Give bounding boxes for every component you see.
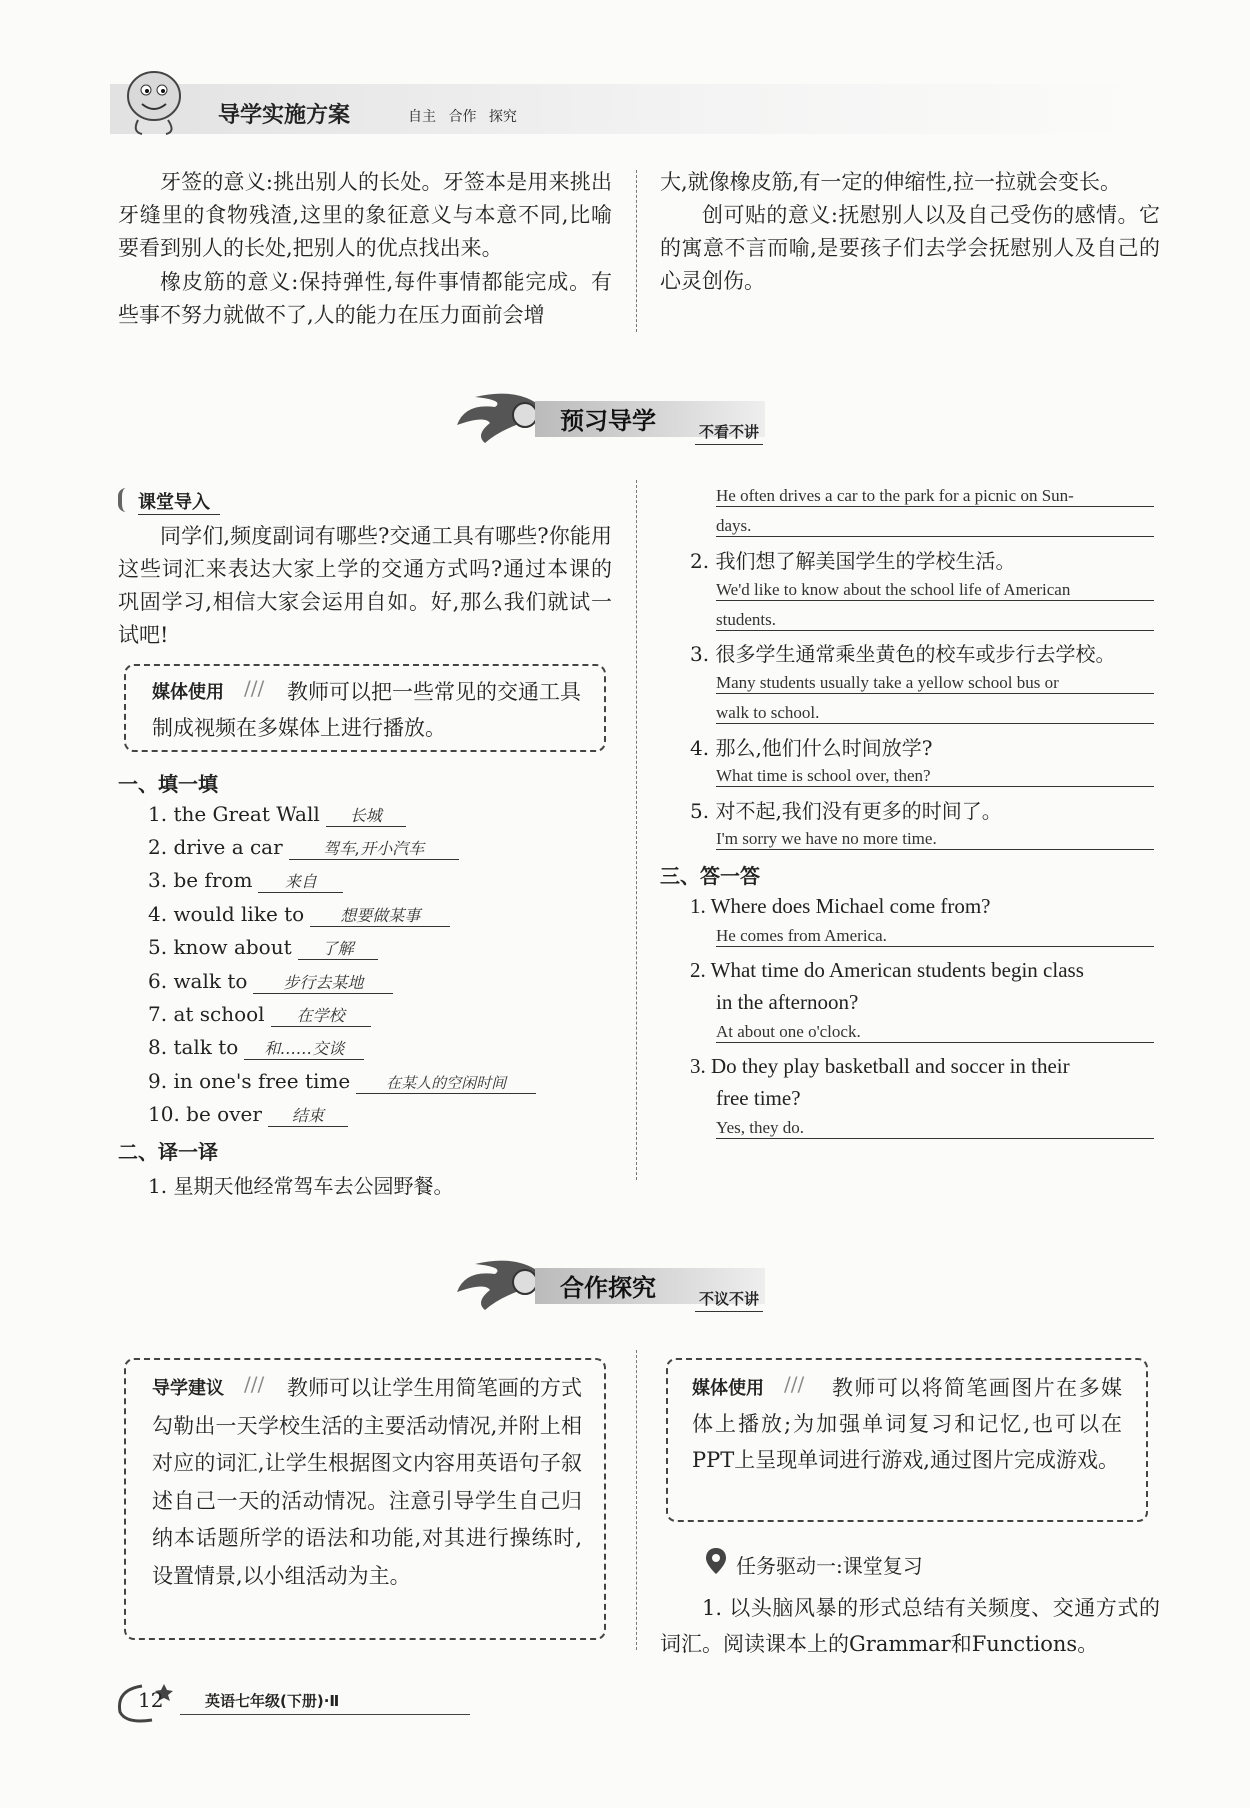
fill-row: 8. talk to 和……交谈	[148, 1035, 364, 1067]
fill-row: 7. at school 在学校	[148, 1002, 371, 1034]
answer-line: days.	[716, 516, 1154, 537]
answer-line: Many students usually take a yellow school bus or	[716, 673, 1154, 694]
fill-row: 9. in one's free time 在某人的空闲时间	[148, 1069, 536, 1101]
fill-row: 1. the Great Wall 长城	[148, 802, 406, 834]
section-banner-preview	[455, 395, 825, 439]
answer-heading: 三、答一答	[660, 864, 760, 888]
answer-line: At about one o'clock.	[716, 1022, 1154, 1043]
fill-row: 4. would like to 想要做某事	[148, 902, 450, 934]
answer-line: walk to school.	[716, 703, 1154, 724]
guide-box	[124, 1358, 606, 1640]
footer-rule	[180, 1714, 470, 1715]
mascot-icon	[118, 62, 190, 136]
intro-left-p2: 橡皮筋的意义:保持弹性,每件事情都能完成。有些事不努力就做不了,人的能力在压力面前会增	[118, 270, 612, 327]
slash-icon: ///	[784, 1372, 805, 1396]
fill-row: 6. walk to 步行去某地	[148, 969, 393, 1001]
bracket-icon	[118, 488, 132, 512]
media-box-1-tag: 媒体使用	[152, 682, 224, 703]
page-number: 12	[138, 1688, 164, 1712]
answer-q2a: 2. What time do American students begin class	[690, 958, 1084, 982]
task-label: 任务驱动一:课堂复习	[736, 1554, 923, 1578]
slash-icon: ///	[244, 676, 265, 700]
intro-right-p1: 大,就像橡皮筋,有一定的伸缩性,拉一拉就会变长。	[660, 170, 1122, 194]
answer-q3a: 3. Do they play basketball and soccer in their	[690, 1054, 1070, 1078]
guide-box-tag: 导学建议	[152, 1378, 224, 1399]
answer-q3b: free time?	[716, 1086, 801, 1110]
banner-subtitle: 不看不讲	[695, 421, 763, 445]
translate-heading: 二、译一译	[118, 1140, 218, 1164]
section-banner-cooperate	[455, 1262, 825, 1306]
banner-title: 合作探究	[560, 1274, 656, 1302]
guide-box-text: 教师可以让学生用简笔画的方式勾勒出一天学校生活的主要活动情况,并附上相对应的词汇,让学生根据图文内容用英语句子叙述自己一天的活动情况。注意引导学生自己归纳本话题所学的语法和功能,对其进行操练时,设置情景,以小组活动为主。	[152, 1376, 582, 1588]
answer-line: He comes from America.	[716, 926, 1154, 947]
fill-row: 10. be over 结束	[148, 1102, 348, 1134]
column-divider-1	[636, 170, 637, 332]
media-box-2-tag: 媒体使用	[692, 1378, 764, 1399]
column-divider-2	[636, 480, 637, 1180]
fill-heading: 一、填一填	[118, 772, 218, 796]
translate-q5: 5. 对不起,我们没有更多的时间了。	[690, 799, 1002, 823]
intro-right-p2: 创可贴的意义:抚慰别人以及自己受伤的感情。它的寓意不言而喻,是要孩子们去学会抚慰别人及自己的心灵创伤。	[660, 203, 1160, 293]
header-title: 导学实施方案	[218, 103, 351, 128]
translate-q2: 2. 我们想了解美国学生的学校生活。	[690, 549, 1016, 573]
banner-subtitle: 不议不讲	[695, 1288, 763, 1312]
header-subtitle: 自主 合作 探究	[408, 109, 517, 125]
location-pin-icon	[706, 1548, 726, 1578]
translate-q1: 1. 星期天他经常驾车去公园野餐。	[148, 1174, 454, 1198]
answer-q1: 1. Where does Michael come from?	[690, 894, 991, 918]
answer-line: What time is school over, then?	[716, 766, 1154, 787]
media-box-1	[124, 664, 606, 752]
fill-row: 2. drive a car 驾车,开小汽车	[148, 835, 459, 867]
fill-row: 5. know about 了解	[148, 935, 378, 967]
media-box-1-text: 教师可以把一些常见的交通工具制成视频在多媒体上进行播放。	[152, 680, 581, 740]
answer-line: We'd like to know about the school life of American	[716, 580, 1154, 601]
translate-q4: 4. 那么,他们什么时间放学?	[690, 736, 933, 760]
answer-line: students.	[716, 610, 1154, 631]
column-divider-3	[636, 1350, 637, 1650]
media-box-2-text: 教师可以将简笔画图片在多媒体上播放;为加强单词复习和记忆,也可以在PPT上呈现单词进行游戏,通过图片完成游戏。	[692, 1376, 1122, 1472]
answer-line: I'm sorry we have no more time.	[716, 829, 1154, 850]
task-text: 1. 以头脑风暴的形式总结有关频度、交通方式的词汇。阅读课本上的Grammar和Functions。	[660, 1596, 1160, 1656]
answer-q2b: in the afternoon?	[716, 990, 859, 1014]
fill-row: 3. be from 来自	[148, 868, 343, 900]
intro-left-p1: 牙签的意义:挑出别人的长处。牙签本是用来挑出牙缝里的食物残渣,这里的象征意义与本意不同,比喻要看到别人的长处,把别人的优点找出来。	[118, 170, 612, 260]
banner-title: 预习导学	[560, 407, 656, 435]
classroom-intro-label: 课堂导入	[138, 488, 220, 515]
translate-q3: 3. 很多学生通常乘坐黄色的校车或步行去学校。	[690, 642, 1116, 666]
answer-line: He often drives a car to the park for a picnic on Sun-	[716, 486, 1154, 507]
answer-line: Yes, they do.	[716, 1118, 1154, 1139]
footer-book: 英语七年级(下册)·Ⅱ	[205, 1692, 340, 1710]
media-box-2	[666, 1358, 1148, 1522]
slash-icon: ///	[244, 1372, 265, 1396]
classroom-intro-text: 同学们,频度副词有哪些?交通工具有哪些?你能用这些词汇来表达大家上学的交通方式吗?通过本课的巩固学习,相信大家会运用自如。好,那么我们就试一试吧!	[118, 524, 612, 647]
